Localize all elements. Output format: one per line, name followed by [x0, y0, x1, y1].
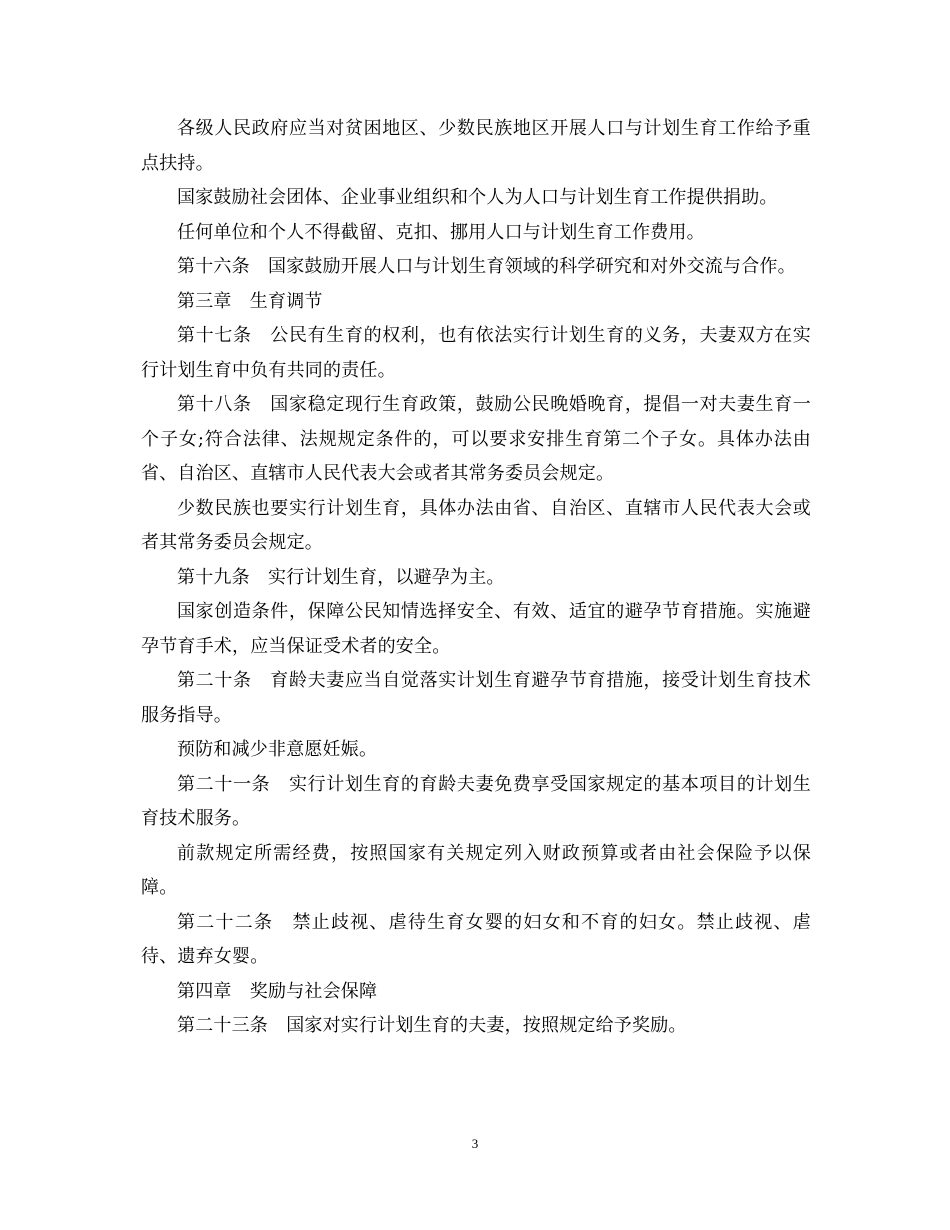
- article-paragraph: 第十七条 公民有生育的权利，也有依法实行计划生育的义务，夫妻双方在实行计划生育中负有共同的责任。: [141, 325, 811, 381]
- article-paragraph: 第二十条 育龄夫妻应当自觉落实计划生育避孕节育措施，接受计划生育技术服务指导。: [141, 670, 811, 726]
- article-paragraph: 第十六条 国家鼓励开展人口与计划生育领域的科学研究和对外交流与合作。: [177, 256, 796, 277]
- article-paragraph: 第十九条 实行计划生育，以避孕为主。: [177, 566, 505, 588]
- article-paragraph: 第二十三条 国家对实行计划生育的夫妻，按照规定给予奖励。: [177, 1015, 687, 1036]
- paragraph: 各级人民政府应当对贫困地区、少数民族地区开展人口与计划生育工作给予重点扶持。: [141, 118, 811, 174]
- page-number: 3: [471, 1136, 479, 1151]
- paragraph: 预防和减少非意愿妊娠。: [177, 739, 378, 760]
- paragraph: 国家创造条件，保障公民知情选择安全、有效、适宜的避孕节育措施。实施避孕节育手术，应当保证受术者的安全。: [141, 601, 811, 657]
- paragraph: 国家鼓励社会团体、企业事业组织和个人为人口与计划生育工作提供捐助。: [177, 187, 778, 208]
- paragraph: 少数民族也要实行计划生育，具体办法由省、自治区、直辖市人民代表大会或者其常务委员会规定。: [141, 497, 811, 553]
- chapter-heading: 第三章 生育调节: [177, 290, 323, 312]
- article-paragraph: 第二十二条 禁止歧视、虐待生育女婴的妇女和不育的妇女。禁止歧视、虐待、遗弃女婴。: [141, 911, 811, 967]
- chapter-heading: 第四章 奖励与社会保障: [177, 980, 378, 1002]
- article-paragraph: 第十八条 国家稳定现行生育政策，鼓励公民晚婚晚育，提倡一对夫妻生育一个子女;符合法律、法规规定条件的，可以要求安排生育第二个子女。具体办法由省、自治区、直辖市人民代表大会或者其常务委员会规定。: [141, 394, 811, 484]
- paragraph: 任何单位和个人不得截留、克扣、挪用人口与计划生育工作费用。: [177, 221, 705, 243]
- document-body: [141, 112, 811, 1044]
- paragraph: 前款规定所需经费，按照国家有关规定列入财政预算或者由社会保险予以保障。: [141, 842, 811, 898]
- article-paragraph: 第二十一条 实行计划生育的育龄夫妻免费享受国家规定的基本项目的计划生育技术服务。: [141, 773, 811, 829]
